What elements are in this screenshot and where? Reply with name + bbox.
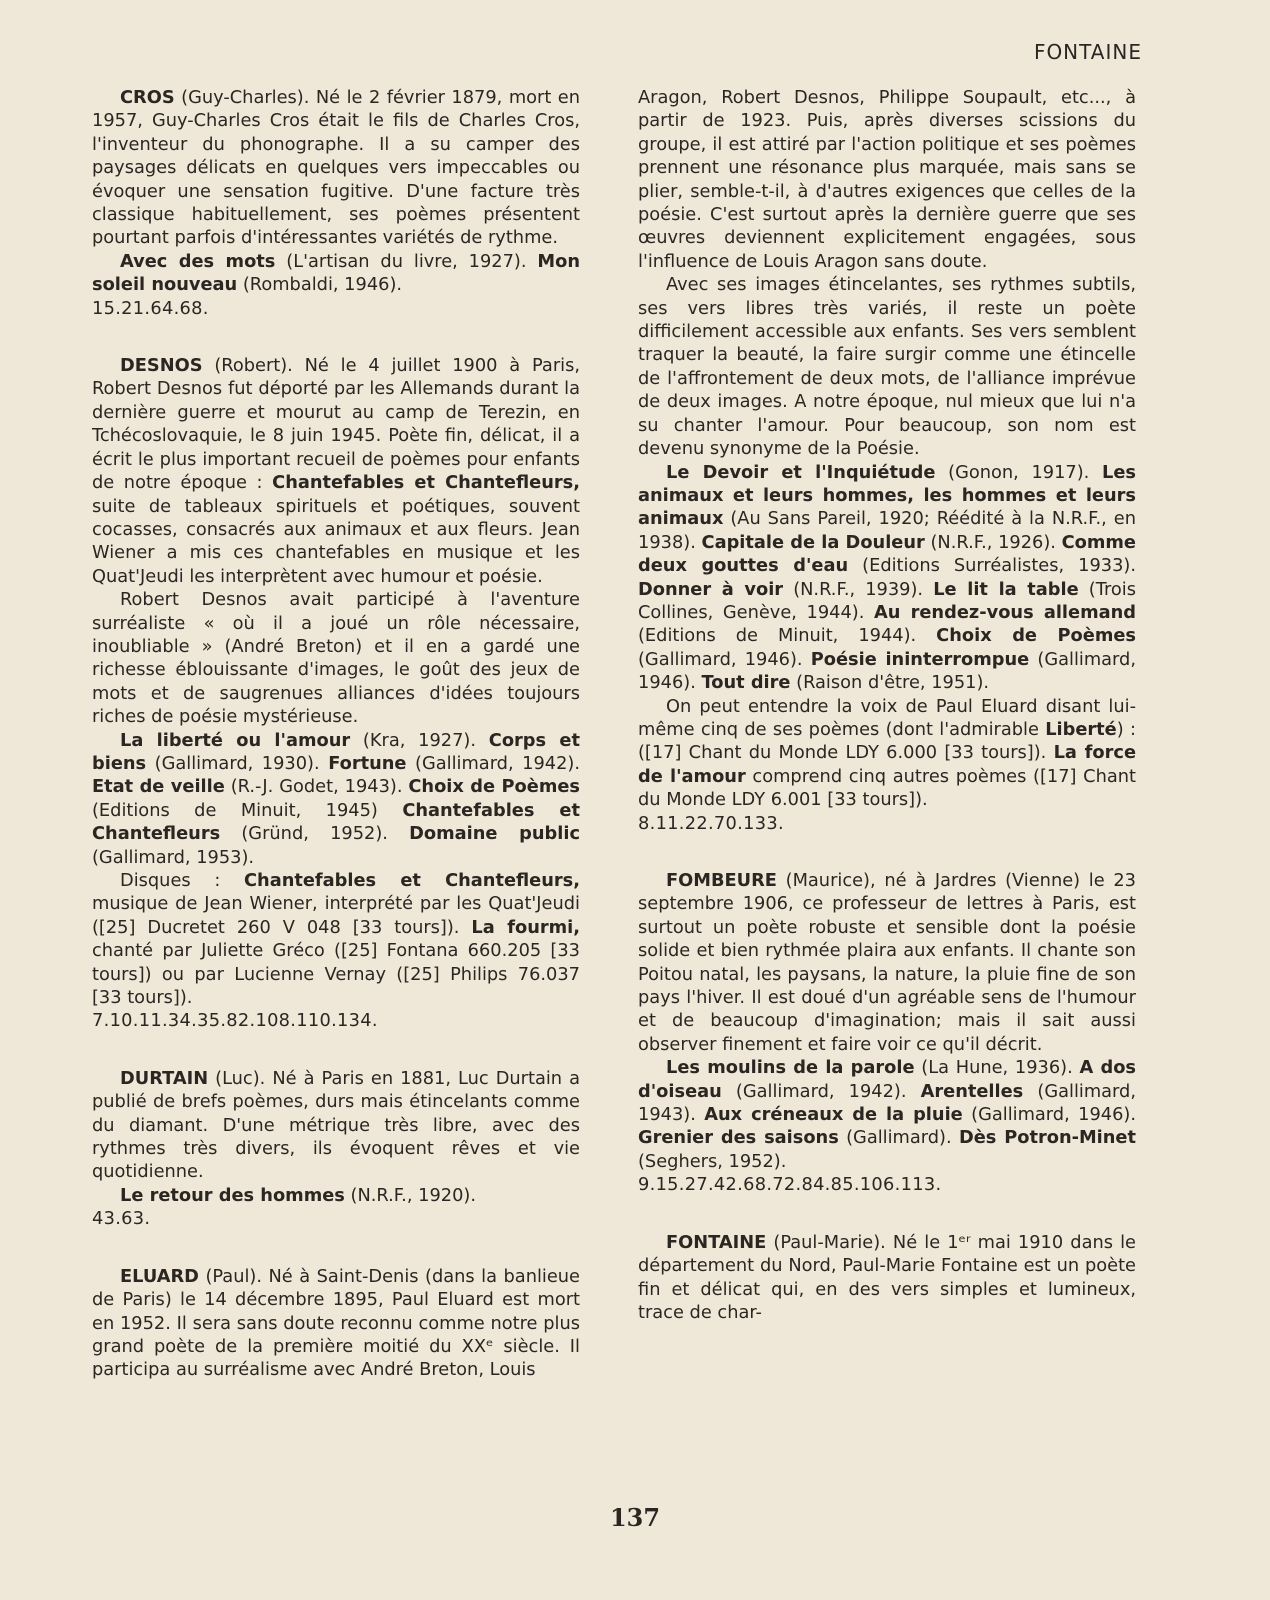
entry-durtain <box>92 1067 580 1231</box>
work-title: La liberté ou l'amour <box>120 729 351 751</box>
work-publisher: (Gallimard, 1946). <box>638 648 1136 694</box>
work-title: Avec des mots <box>120 250 276 272</box>
work-title: Capitale de la Douleur <box>701 531 925 553</box>
record-details: comprend cinq autres poèmes ([17] Chant du Monde LDY 6.001 [33 tours]). <box>638 765 1137 811</box>
work-title: Au rendez-vous allemand <box>874 601 1136 623</box>
entry-eluard-continued <box>638 86 1136 835</box>
work-publisher: (La Hune, 1936). <box>914 1057 1080 1079</box>
reference-numbers: 43.63. <box>92 1208 151 1230</box>
record-title: Liberté <box>1045 718 1117 740</box>
right-column <box>638 86 1136 1358</box>
entry-headword: DESNOS <box>120 355 203 377</box>
work-title: Les moulins de la parole <box>666 1057 915 1079</box>
work-publisher: (Gallimard, 1943). <box>638 1080 1136 1126</box>
work-title: Chantefables et Chantefleurs, <box>272 472 580 494</box>
works-list <box>638 461 1136 695</box>
work-publisher: (Kra, 1927). <box>350 729 489 751</box>
work-title: Le retour des hommes <box>120 1184 345 1206</box>
reference-numbers: 15.21.64.68. <box>92 297 209 319</box>
work-publisher: (N.R.F., 1926). <box>924 531 1062 553</box>
reference-numbers: 7.10.11.34.35.82.108.110.134. <box>92 1010 378 1032</box>
entry-eluard <box>92 1265 580 1382</box>
record-details: musique de Jean Wiener, interprété par les Quat'Jeudi ([25] Ducretet 260 V 048 [33 tours]). <box>92 893 580 938</box>
work-publisher: (L'artisan du livre, 1927). <box>275 250 527 272</box>
work-publisher: (Au Sans Pareil, 1920; Réédité à la N.R.F., en 1938). <box>638 508 1136 553</box>
work-publisher: (Gallimard). <box>838 1127 959 1149</box>
record-title: Chantefables et Chantefleurs, <box>243 870 581 891</box>
works-list <box>92 1184 580 1207</box>
works-list <box>638 1056 1136 1173</box>
work-title: Tout dire <box>701 672 791 694</box>
work-title: Comme deux gouttes d'eau <box>638 531 1136 577</box>
work-title: A dos d'oiseau <box>638 1057 1137 1102</box>
page-number: 137 <box>609 1503 661 1532</box>
record-title: La force de l'amour <box>638 742 1136 787</box>
work-publisher: (R.-J. Godet, 1943). <box>224 776 409 798</box>
entry-bio <box>92 1265 580 1382</box>
bio-paragraph: Avec ses images étincelantes, ses rythmes subtils, ses vers libres très variés, il reste un poète difficilement accessible aux enfants. Ses vers semblent traquer la beauté, la faire surgir comme une étincelle de l'affrontement de deux mots, de l'alliance imprévue de deux images. A notre époque, nul mieux que lui n'a su chanter l'amour. Pour beaucoup, son nom est devenu synonyme de la Poésie. <box>638 274 1136 460</box>
entry-desnos <box>92 354 580 1033</box>
work-publisher: (Trois Collines, Genève, 1944). <box>638 578 1136 623</box>
work-publisher: (Editions Surréalistes, 1933). <box>848 555 1136 577</box>
bio-text: (Paul). Né à Saint-Denis (dans la banlieue de Paris) le 14 décembre 1895, Paul Eluard est mort en 1952. Il sera sans doute reconnu comme notre plus grand poète de la première moitié du XXᵉ siècle. Il participa au surréalisme avec André Breton, Louis <box>92 1265 580 1381</box>
work-publisher: (Gallimard, 1953). <box>92 846 255 868</box>
bio-paragraph: Aragon, Robert Desnos, Philippe Soupault, etc..., à partir de 1923. Puis, après diverses scissions du groupe, il est attiré par l'action politique et ses poèmes prennent une résonance plus marquée, mais sans se plier, semble-t-il, à d'autres exigences que celles de la poésie. C'est surtout après la dernière guerre que ses œuvres deviennent explicitement engagées, sous l'influence de Louis Aragon sans doute. <box>638 87 1136 272</box>
work-publisher: (Seghers, 1952). <box>638 1150 787 1172</box>
entry-headword: FOMBEURE <box>666 870 777 891</box>
work-title: Domaine public <box>409 823 580 845</box>
reference-numbers: 8.11.22.70.133. <box>638 812 784 834</box>
work-publisher: (N.R.F., 1939). <box>783 578 934 600</box>
work-title: Poésie ininterrompue <box>810 648 1030 670</box>
entry-bio <box>92 86 580 250</box>
work-title: Choix de Poèmes <box>936 625 1136 647</box>
bio-paragraph: Robert Desnos avait participé à l'aventure surréaliste « où il a joué un rôle nécessaire, inoubliable » (André Breton) et il en a gardé une richesse éblouissante d'images, le goût des jeux de mots et de saugrenues alliances d'idées toujours riches de poésie mystérieuse. <box>92 589 580 728</box>
work-publisher: (Gallimard, 1930). <box>146 752 329 774</box>
entry-headword: ELUARD <box>120 1265 199 1287</box>
bio-text: (Guy-Charles). Né le 2 février 1879, mort en 1957, Guy-Charles Cros était le fils de Charles Cros, l'inventeur du phonographe. Il a su camper des paysages délicats en quelques vers impeccables ou évoquer une sensation fugitive. D'une facture très classique habituellement, ses poèmes présentent pourtant parfois d'intéressantes variétés de rythme. <box>92 87 580 249</box>
entry-cros <box>92 86 580 320</box>
work-publisher: (Gallimard, 1946). <box>638 648 811 670</box>
entry-fontaine <box>638 1231 1136 1325</box>
entry-bio <box>638 869 1136 1056</box>
entry-bio <box>92 1067 580 1184</box>
work-title: Fortune <box>328 752 407 774</box>
work-publisher: (Gründ, 1952). <box>220 823 410 845</box>
record-title: La fourmi, <box>471 916 580 938</box>
work-title: Aux créneaux de la pluie <box>704 1104 963 1126</box>
work-title: Choix de Poèmes <box>408 776 581 798</box>
work-title: Dès Potron-Minet <box>958 1127 1136 1149</box>
entry-headword: FONTAINE <box>666 1231 767 1253</box>
records-list <box>638 695 1136 812</box>
reference-numbers: 9.15.27.42.68.72.84.85.106.113. <box>638 1174 942 1196</box>
work-publisher: (Gallimard, 1942). <box>721 1080 921 1102</box>
bio-text: (Paul-Marie). Né le 1ᵉʳ mai 1910 dans le département du Nord, Paul-Marie Fontaine est un poète fin et délicat qui, en des vers simples et lumineux, trace de char- <box>638 1231 1136 1323</box>
record-details: ) : ([17] Chant du Monde LDY 6.000 [33 tours]). <box>638 718 1136 764</box>
work-title: Arentelles <box>920 1080 1024 1102</box>
records-list <box>92 869 580 1009</box>
entry-headword: DURTAIN <box>120 1067 209 1089</box>
bio-text: (Luc). Né à Paris en 1881, Luc Durtain a publié de brefs poèmes, durs mais étincelants comme du diamant. D'une métrique très libre, avec des rythmes très divers, ils évoquent rêves et vie quotidienne. <box>92 1067 580 1183</box>
work-title: Etat de veille <box>92 776 225 798</box>
work-publisher: (Gallimard, 1946). <box>962 1104 1137 1126</box>
entry-fombeure <box>638 869 1136 1197</box>
works-list <box>92 729 580 869</box>
record-details: On peut entendre la voix de Paul Eluard disant lui-même cinq de ses poèmes (dont l'admirable <box>638 695 1136 740</box>
work-publisher: (Gonon, 1917). <box>935 461 1103 483</box>
work-publisher: (Raison d'être, 1951). <box>790 672 990 694</box>
work-publisher: (N.R.F., 1920). <box>344 1184 476 1206</box>
work-publisher: (Editions de Minuit, 1945) <box>92 799 403 821</box>
work-title: Corps et biens <box>92 729 580 774</box>
left-column <box>92 86 580 1416</box>
entry-headword: CROS <box>120 87 175 108</box>
records-lead: Disques : <box>120 870 244 891</box>
work-title: Chantefables et Chantefleurs <box>92 799 580 845</box>
bio-text: (Robert). Né le 4 juillet 1900 à Paris, Robert Desnos fut déporté par les Allemands durant la dernière guerre et mourut au camp de Terezin, en Tchécoslovaquie, le 8 juin 1945. Poète fin, délicat, il a écrit le plus important recueil de poèmes pour enfants de notre époque : <box>92 355 580 494</box>
bio-text: (Maurice), né à Jardres (Vienne) le 23 septembre 1906, ce professeur de lettres à Paris, est surtout un poète robuste et sensible dont la poésie solide et bien rythmée plaira aux enfants. Il chante son Poitou natal, les paysans, la nature, la pluie fine de son pays l'hiver. Il est doué d'un agréable sens de l'humour et de beaucoup d'imagination; mais il sait aussi observer finement et faire voir ce qu'il décrit. <box>638 870 1136 1055</box>
work-title: Grenier des saisons <box>638 1127 839 1149</box>
work-publisher: (Rombaldi, 1946). <box>237 274 403 296</box>
works-list <box>92 250 580 297</box>
bio-text: suite de tableaux spirituels et poétiques, souvent cocasses, consacrés aux animaux et aux fleurs. Jean Wiener a mis ces chantefables en musique et les Quat'Jeudi les interprètent avec humour et poésie. <box>92 495 580 587</box>
record-details: chanté par Juliette Gréco ([25] Fontana 660.205 [33 tours]) ou par Lucienne Vernay ([25] Philips 76.037 [33 tours]). <box>92 940 580 1009</box>
work-publisher: (Gallimard, 1942). <box>406 752 581 774</box>
entry-bio <box>92 354 580 588</box>
running-head: FONTAINE <box>1033 40 1142 64</box>
work-title: Le Devoir et l'Inquiétude <box>666 461 936 483</box>
work-title: Mon soleil nouveau <box>92 250 580 296</box>
entry-bio <box>638 1231 1136 1325</box>
work-title: Donner à voir <box>638 578 784 600</box>
work-title: Les animaux et leurs hommes, les hommes et leurs animaux <box>638 461 1137 530</box>
work-title: Le lit la table <box>933 578 1079 600</box>
work-publisher: (Editions de Minuit, 1944). <box>638 625 937 647</box>
